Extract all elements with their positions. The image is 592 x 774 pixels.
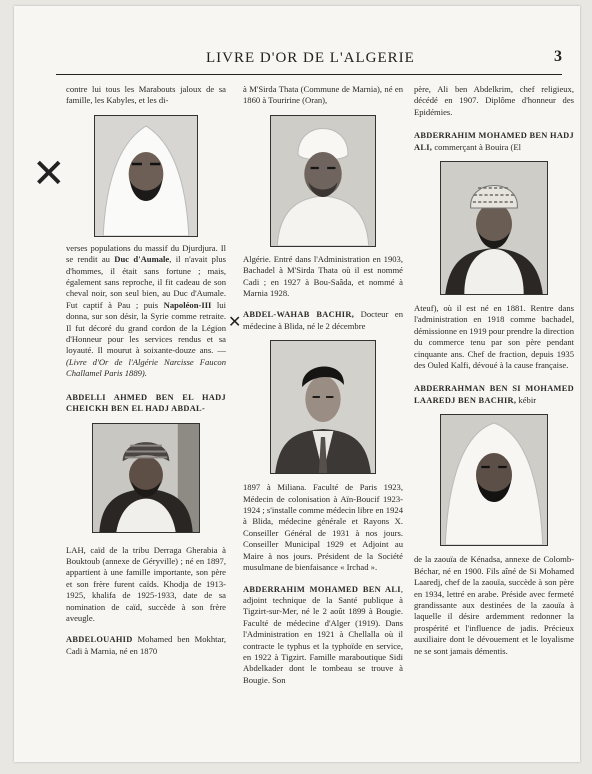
portrait-young-man bbox=[270, 340, 376, 474]
col2-paragraph-3 bbox=[243, 309, 403, 332]
running-title: LIVRE D'OR DE L'ALGERIE bbox=[206, 50, 415, 66]
text-run: kébir bbox=[516, 394, 537, 405]
text-run-bold: Napoléon-III bbox=[163, 299, 212, 310]
column-2 bbox=[243, 84, 403, 686]
text-run: Docteur en médecine à Blida, né le 2 décembre bbox=[243, 309, 403, 331]
col2-paragraph-5 bbox=[243, 584, 403, 687]
entry-heading-abdelouahid: ABDELOUAHID bbox=[66, 635, 133, 645]
text-run-italic: (Livre d'Or de l'Algérie Narcisse Faucon Challamel Paris 1889). bbox=[66, 356, 226, 379]
portrait-hooded-bearded bbox=[440, 414, 548, 546]
entry-heading-abderrahim-ali: ABDERRAHIM MOHAMED BEN ALI bbox=[243, 584, 401, 594]
col3-paragraph-2 bbox=[414, 130, 574, 153]
page-header bbox=[56, 42, 562, 75]
text-run: , il n'avait plus d'hommes, il était sans fortune ; mais, également sans reproche, il fit cadeau de son cheval noir, son seul bien, au Duc d'Aumale. Fut captif à Pau ; puis bbox=[66, 254, 226, 310]
col3-paragraph-3: Ateuf), où il est né en 1881. Rentre dans l'administration en 1918 comme bachadel, démissionne en 1919 pour prendre la direction du commerce tenu par son père pendant cinquante ans. Chef de fraction, depuis 1935 des Ouled Kalfi, dévoué à la cause française. bbox=[414, 303, 574, 371]
text-run: commerçant à Bouira (El bbox=[432, 141, 521, 152]
text-run: , adjoint technique de la Santé publique à Tigzirt-sur-Mer, né le 2 août 1899 à Bougie. Faculté de médecine d'Alger (1919). Dans l'Administration en 1921 à Chellalla où il contracte le typhus et la typhoïde en service, en 1922 à Tigzirt. Famille maraboutique Sidi Abdelkader dont le tombeau se trouve à Bougie. Son bbox=[243, 583, 403, 685]
column-1 bbox=[66, 84, 226, 657]
portrait-white-hood bbox=[94, 115, 198, 237]
portrait-striped-turban bbox=[92, 423, 200, 533]
handwritten-x-mark: ✕ bbox=[228, 312, 242, 331]
portrait-white-turban bbox=[270, 115, 376, 247]
handwritten-x-mark: ✕ bbox=[32, 151, 66, 197]
entry-heading-abdelli: ABDELLI AHMED BEN EL HADJ CHEICKH BEN EL HADJ ABDAL- bbox=[66, 392, 226, 414]
col3-paragraph-4 bbox=[414, 383, 574, 406]
portrait-knit-cap bbox=[440, 161, 548, 295]
column-3 bbox=[414, 84, 574, 657]
document-page bbox=[14, 6, 580, 762]
page-number: 3 bbox=[554, 48, 562, 65]
col1-paragraph-1: contre lui tous les Marabouts jaloux de sa famille, les Kabyles, et les di- bbox=[66, 84, 226, 106]
col1-paragraph-2 bbox=[66, 243, 226, 380]
col2-paragraph-2: Algérie. Entré dans l'Administration en 1903, Bachadel à M'Sirda Thata où il est nommé Cadi ; en 1927 à Bou-Saâda, et nommé à Marnia 1928. bbox=[243, 253, 403, 299]
col2-paragraph-1: à M'Sirda Thata (Commune de Marnia), né en 1860 à Touririne (Oran), bbox=[243, 84, 403, 106]
entry-heading-abdel-wahab: ABDEL-WAHAB BACHIR, bbox=[243, 310, 355, 320]
text-run-bold: Duc d'Aumale bbox=[114, 254, 170, 265]
col3-paragraph-5: de la zaouïa de Kénadsa, annexe de Colomb-Béchar, né en 1900. Fils aîné de Si Mohamed Laaredj, chef de la zaouïa, succède à son père en 1934, lettré en arabe. Préside avec fermeté grandissante aux destinées de la zaouïa à laquelle il désire ardemment redonner la prospérité et l'influence de jadis. Précieux auxiliaire dont le dévouement et le loyalisme ne se sont jamais démentis. bbox=[414, 554, 574, 656]
col3-paragraph-1: père, Ali ben Abdelkrim, chef religieux, décédé en 1907. Diplôme d'honneur des Epidémies. bbox=[414, 84, 574, 117]
text-run: Mohamed ben Mokhtar, Cadi à Marnia, né en 1870 bbox=[66, 634, 226, 656]
col1-paragraph-3: LAH, caïd de la tribu Derraga Gherabia à Bouktoub (annexe de Géryville) ; né en 1897, appartient à une famille importante, son père et son frère furent caïds. Khodja de 1913-1925, khalifa de 1925-1933, date de sa nomination de caïd, succède à son frère aveugle. bbox=[66, 544, 226, 623]
entry-heading-abderrahman: ABDERRAHMAN BEN SI MOHAMED LAAREDJ BEN BACHIR, bbox=[414, 384, 574, 405]
col2-paragraph-4: 1897 à Miliana. Faculté de Paris 1923, Médecin de colonisation à Aïn-Boucif 1923-1924 ; s'installe comme médecin libre en 1924 à Blida, médecine générale et Rayons X. Conseiller Général de 1931 à nos jours. Conseiller Municipal 1929 et Adjoint au Maire à nos jours. Président de la Société musulmane de bienfaisance « Irchad ». bbox=[243, 482, 403, 573]
col1-paragraph-4 bbox=[66, 634, 226, 657]
entry-heading-abderrahim-hadj-ali: ABDERRAHIM MOHAMED BEN HADJ ALI, bbox=[414, 131, 575, 152]
text-run: verses populations du massif du Djurdjura. Il se rendit au bbox=[66, 242, 226, 265]
text-run: lui donna, sur son désir, la Syrie comme retraite. Il fut décoré du grand cordon de la Légion d'Honneur pour les services rendus et sa loyauté. Il mourut à soixante-douze ans. — bbox=[66, 299, 226, 356]
